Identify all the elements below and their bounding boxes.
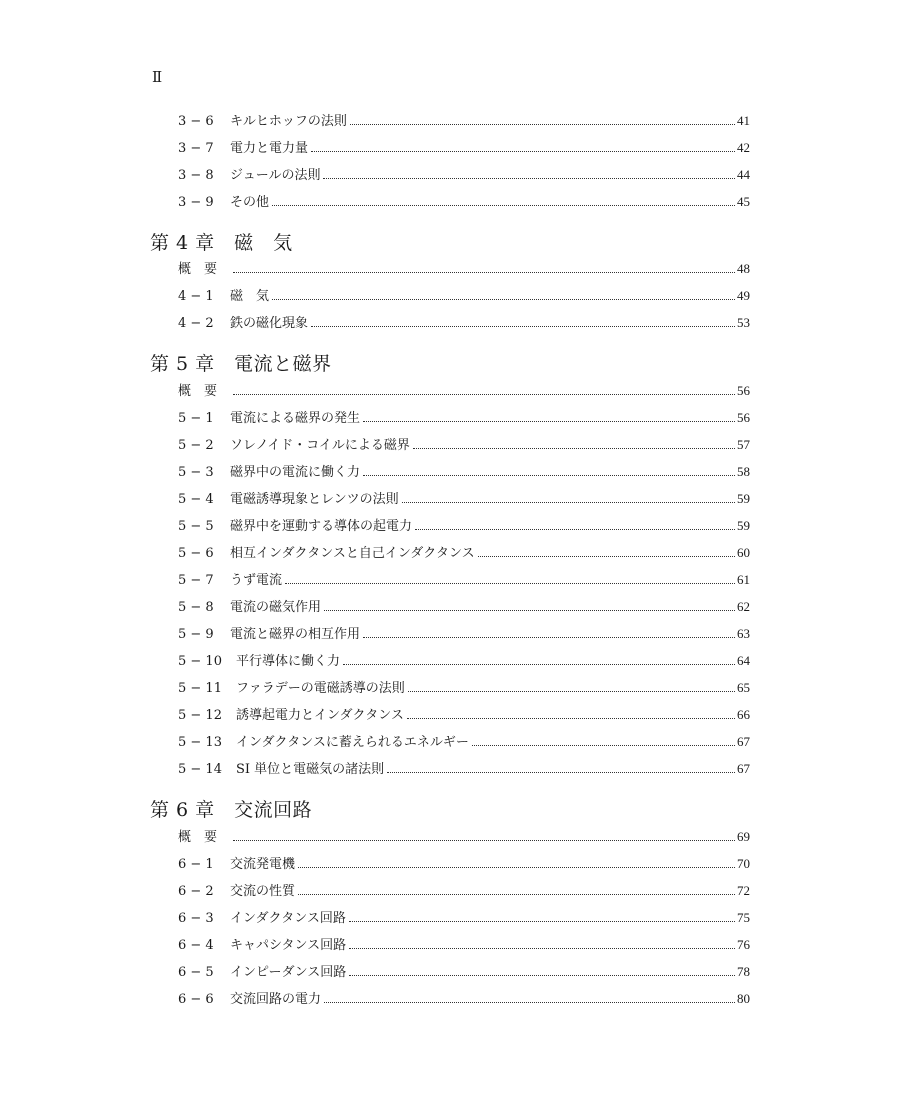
entry-title: 磁界中の電流に働く力 [230,465,361,480]
entry-page-number: 64 [737,653,750,668]
toc-entry[interactable] [178,989,750,1009]
entry-title: 誘導起電力とインダクタンス [236,708,404,723]
entry-page-number: 70 [737,856,750,871]
entry-page-number: 61 [737,572,750,587]
toc-entry[interactable] [178,705,750,725]
entry-number: 6 − 3 [178,911,214,926]
entry-page-number: 65 [737,680,750,695]
toc-entry[interactable] [178,678,750,698]
entry-number: 5 − 1 [178,411,214,426]
entry-page-number: 58 [737,464,750,479]
toc-entry[interactable] [178,408,750,428]
entry-number: 6 − 4 [178,938,214,953]
entry-page-number: 78 [737,964,750,979]
entry-title: インダクタンス回路 [230,911,346,926]
dot-leader [349,974,735,976]
entry-title: 相互インダクタンスと自己インダクタンス [230,546,475,561]
entry-number: 3 − 6 [178,114,214,129]
toc-entry[interactable] [178,516,750,536]
entry-number: 5 − 2 [178,438,214,453]
toc-entry[interactable] [178,381,750,401]
entry-page-number: 63 [737,626,750,641]
toc-entry[interactable] [178,192,750,212]
entry-page-number: 59 [737,491,750,506]
entry-title: 鉄の磁化現象 [230,316,309,331]
toc-entry[interactable] [178,962,750,982]
entry-title: うず電流 [230,573,283,588]
dot-leader [478,555,735,557]
toc-entry[interactable] [178,597,750,617]
entry-title: 電流の磁気作用 [230,600,322,615]
entry-number: 6 − 2 [178,884,214,899]
chapter-heading: 第 6 章 交流回路 [150,799,313,821]
entry-number: 5 − 7 [178,573,214,588]
dot-leader [408,690,735,692]
toc-entry[interactable] [178,908,750,928]
entry-number: 5 − 14 [178,762,222,777]
entry-page-number: 42 [737,140,750,155]
entry-number: 6 − 1 [178,857,214,872]
dot-leader [233,271,735,273]
entry-title: 磁 気 [230,289,270,304]
entry-title: キャパシタンス回路 [230,938,347,953]
toc-entry[interactable] [178,732,750,752]
entry-title: 交流発電機 [230,857,296,872]
toc-entry[interactable] [178,827,750,847]
entry-number: 3 − 7 [178,141,214,156]
dot-leader [311,150,735,152]
entry-page-number: 60 [737,545,750,560]
dot-leader [363,420,735,422]
entry-title: インダクタンスに蓄えられるエネルギー [236,735,469,750]
entry-number: 5 − 3 [178,465,214,480]
entry-number: 4 − 2 [178,316,214,331]
entry-number: 6 − 6 [178,992,214,1007]
entry-page-number: 69 [737,829,750,844]
entry-page-number: 45 [737,194,750,209]
toc-entry[interactable] [178,759,750,779]
entry-number: 4 − 1 [178,289,214,304]
toc-entry[interactable] [178,286,750,306]
entry-page-number: 75 [737,910,750,925]
entry-page-number: 56 [737,383,750,398]
dot-leader [402,501,735,503]
entry-title: インピーダンス回路 [230,965,347,980]
toc-entry[interactable] [178,111,750,131]
dot-leader [323,177,735,179]
entry-page-number: 48 [737,261,750,276]
dot-leader [349,920,735,922]
entry-number: 5 − 6 [178,546,214,561]
toc-entry[interactable] [178,138,750,158]
toc-entry[interactable] [178,570,750,590]
entry-page-number: 76 [737,937,750,952]
entry-title: ファラデーの電磁誘導の法則 [236,681,405,696]
dot-leader [413,447,735,449]
toc-entry[interactable] [178,313,750,333]
entry-page-number: 44 [737,167,750,182]
entry-title: キルヒホッフの法則 [230,114,347,129]
chapter-heading: 第 4 章 磁 気 [150,232,293,254]
entry-page-number: 80 [737,991,750,1006]
entry-title: 電流による磁界の発生 [230,411,361,426]
entry-number: 概 要 [178,830,218,845]
entry-title: その他 [230,195,270,210]
entry-number: 概 要 [178,384,218,399]
dot-leader [407,717,735,719]
dot-leader [363,474,735,476]
entry-title: SI 単位と電磁気の諸法則 [236,762,385,777]
entry-number: 5 − 8 [178,600,214,615]
dot-leader [324,609,735,611]
toc-entry[interactable] [178,881,750,901]
entry-page-number: 56 [737,410,750,425]
entry-number: 5 − 13 [178,735,222,750]
entry-page-number: 67 [737,761,750,776]
entry-title: 平行導体に働く力 [236,654,341,669]
entry-number: 5 − 5 [178,519,214,534]
dot-leader [387,771,735,773]
dot-leader [472,744,735,746]
toc-entry[interactable] [178,624,750,644]
dot-leader [349,947,735,949]
dot-leader [298,866,735,868]
entry-title: ソレノイド・コイルによる磁界 [230,438,410,453]
entry-number: 6 − 5 [178,965,214,980]
dot-leader [233,393,735,395]
dot-leader [415,528,735,530]
entry-page-number: 53 [737,315,750,330]
dot-leader [311,325,735,327]
entry-number: 5 − 4 [178,492,214,507]
toc-entry[interactable] [178,165,750,185]
toc-entry[interactable] [178,489,750,509]
entry-page-number: 62 [737,599,750,614]
dot-leader [324,1001,735,1003]
toc-entry[interactable] [178,651,750,671]
entry-page-number: 57 [737,437,750,452]
entry-number: 5 − 9 [178,627,214,642]
toc-entry[interactable] [178,935,750,955]
entry-number: 5 − 12 [178,708,222,723]
toc-entry[interactable] [178,543,750,563]
entry-number: 3 − 9 [178,195,214,210]
toc-entry[interactable] [178,259,750,279]
toc-entry[interactable] [178,435,750,455]
entry-page-number: 72 [737,883,750,898]
entry-page-number: 41 [737,113,750,128]
dot-leader [298,893,735,895]
entry-title: 電力と電力量 [230,141,309,156]
entry-page-number: 59 [737,518,750,533]
entry-page-number: 67 [737,734,750,749]
entry-number: 5 − 10 [178,654,222,669]
dot-leader [343,663,735,665]
entry-title: 磁界中を運動する導体の起電力 [230,519,413,534]
toc-entry[interactable] [178,462,750,482]
entry-number: 概 要 [178,262,218,277]
entry-title: 交流の性質 [230,884,296,899]
entry-title: 交流回路の電力 [230,992,322,1007]
entry-page-number: 66 [737,707,750,722]
entry-number: 5 − 11 [178,681,222,696]
toc-entry[interactable] [178,854,750,874]
entry-page-number: 49 [737,288,750,303]
dot-leader [350,123,735,125]
dot-leader [363,636,735,638]
dot-leader [272,204,735,206]
dot-leader [285,582,735,584]
chapter-heading: 第 5 章 電流と磁界 [150,353,332,375]
entry-title: 電磁誘導現象とレンツの法則 [230,492,399,507]
entry-title: ジュールの法則 [230,168,321,183]
page-number: Ⅱ [152,70,163,86]
dot-leader [233,839,735,841]
dot-leader [272,298,735,300]
entry-number: 3 − 8 [178,168,214,183]
entry-title: 電流と磁界の相互作用 [230,627,361,642]
